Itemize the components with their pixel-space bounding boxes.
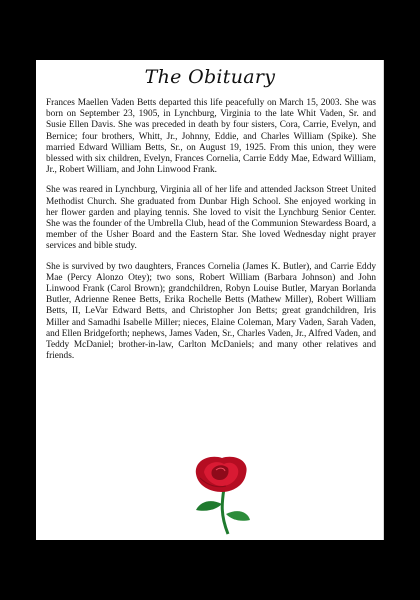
page-title: The Obituary [144,66,276,88]
obituary-sheet [36,60,384,540]
paragraph-survivors: She is survived by two daughters, Frances Cornelia (James K. Butler), and Carrie Eddy Mae (Percy Alonzo Otey); two sons, Robert William (Barbara Johnson) and John Linwood Frank (Carol Brown); grandchildren, Robyn Louise Butler, Maryan Borlanda Butler, Adrienne Renee Betts, Erika Rochelle Betts (Mathew Miller), Robert William Betts, II, LeVar Edward Betts, and Christopher Jon Betts; great grandchildren, Iris Miller and Samadhi Isabelle Miller; nieces, Elaine Coleman, Mary Vaden, Sarah Vaden, and Ellen Bridgeforth; nephews, James Vaden, Sr., Charles Vaden, Jr., Alfred Vaden, and Teddy McDaniel; brother-in-law, Carlton McDaniels; and many other relatives and friends. [46,261,376,362]
paragraph-biography: Frances Maellen Vaden Betts departed this life peacefully on March 15, 2003. She was born on September 23, 1905, in Lynchburg, Virginia to the late Whit Vaden, Sr. and Susie Ellen Davis. She was preceded in death by four sisters, Cora, Carrie, Evelyn, and Bernice; four brothers, Whitt, Jr., Johnny, Eddie, and Charles William (Spike). She married Edward William Betts, Sr., on August 19, 1925. From this union, they were blessed with six children, Evelyn, Frances Cornelia, Carrie Eddy Mae, Edward William, Jr., Robert William, and John Linwood Frank. [46,98,376,176]
paragraph-life: She was reared in Lynchburg, Virginia all of her life and attended Jackson Street United Methodist Church. She graduated from Dunbar High School. She enjoyed working in her flower garden and playing tennis. She loved to visit the Lynchburg Senior Center. She was the founder of the Umbrella Club, head of the Communion Stewardess Board, a member of the Usher Board and the Eastern Star. She loved Wednesday night prayer services and bible study. [46,185,376,252]
obituary-body [46,98,376,371]
red-rose-icon [164,452,274,536]
